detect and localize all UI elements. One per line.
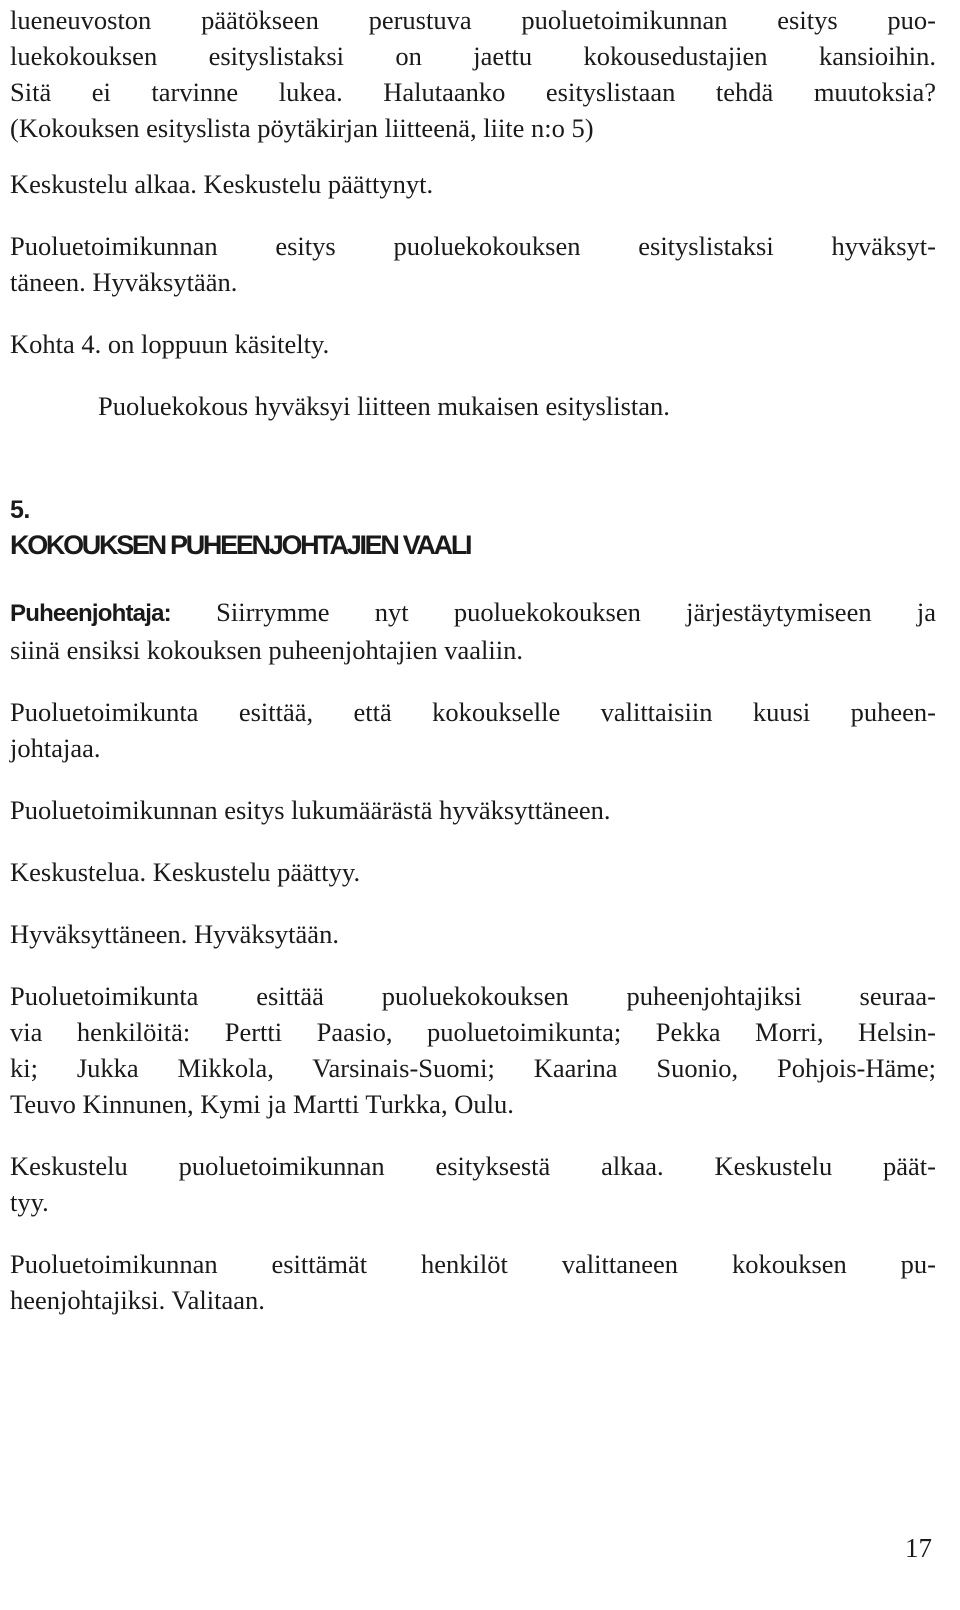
proposal-paragraph xyxy=(10,694,936,766)
text-line: tyy. xyxy=(10,1187,49,1217)
text-line: ki; Jukka Mikkola, Varsinais-Suomi; Kaarina Suonio, Pohjois-Häme; xyxy=(10,1053,936,1083)
text-line: Teuvo Kinnunen, Kymi ja Martti Turkka, Oulu. xyxy=(10,1089,514,1119)
text-line: Puoluetoimikunnan esitys puoluekokouksen esityslistaksi hyväksyt- xyxy=(10,231,936,261)
text-line: (Kokouksen esityslista pöytäkirjan liitteenä, liite n:o 5) xyxy=(10,113,594,143)
intro-paragraph xyxy=(10,2,936,146)
text-line: täneen. Hyväksytään. xyxy=(10,267,238,297)
text-line: Puoluetoimikunnan esitys lukumäärästä hyväksyttäneen. xyxy=(10,795,611,825)
text-line: Keskustelu alkaa. Keskustelu päättynyt. xyxy=(10,169,434,199)
text-line: Puoluekokous hyväksyi liitteen mukaisen esityslistan. xyxy=(98,391,670,421)
proposal-paragraph xyxy=(10,978,936,1122)
text-line: lueneuvoston päätökseen perustuva puoluetoimikunnan esitys puo- xyxy=(10,5,936,35)
speaker-label: Puheenjohtaja: xyxy=(10,600,171,627)
text-line: Puoluetoimikunnan esittämät henkilöt valittaneen kokouksen pu- xyxy=(10,1249,936,1279)
elected-paragraph xyxy=(10,1246,936,1318)
decision-paragraph xyxy=(10,388,936,424)
accepted-count-paragraph xyxy=(10,792,936,828)
chair-statement-paragraph xyxy=(10,594,936,668)
text-line: luekokouksen esityslistaksi on jaettu kokousedustajien kansioihin. xyxy=(10,41,936,71)
discussion-paragraph xyxy=(10,1148,936,1220)
text-line: via henkilöitä: Pertti Paasio, puoluetoimikunta; Pekka Morri, Helsin- xyxy=(10,1017,936,1047)
statement-text: Siirrymme nyt puoluekokouksen järjestäytymiseen ja xyxy=(170,597,936,627)
proposal-paragraph xyxy=(10,228,936,300)
text-line: siinä ensiksi kokouksen puheenjohtajien vaaliin. xyxy=(10,635,523,665)
section-number: 5. xyxy=(10,496,30,524)
text-line: Hyväksyttäneen. Hyväksytään. xyxy=(10,919,339,949)
item-done-paragraph xyxy=(10,326,936,362)
section-title: KOKOUKSEN PUHEENJOHTAJIEN VAALI xyxy=(10,530,471,560)
text-line: Keskustelu puoluetoimikunnan esityksestä alkaa. Keskustelu päät- xyxy=(10,1151,936,1181)
text-line: Kohta 4. on loppuun käsitelty. xyxy=(10,329,330,359)
text-line: heenjohtajiksi. Valitaan. xyxy=(10,1285,265,1315)
discussion-paragraph xyxy=(10,166,936,202)
document-page xyxy=(10,0,936,1318)
discussion-paragraph xyxy=(10,854,936,890)
approved-paragraph xyxy=(10,916,936,952)
text-line: Puoluetoimikunta esittää puoluekokouksen puheenjohtajiksi seuraa- xyxy=(10,981,936,1011)
text-line: Puoluetoimikunta esittää, että kokoukselle valittaisiin kuusi puheen- xyxy=(10,697,936,727)
text-line xyxy=(10,594,936,632)
page-number: 17 xyxy=(905,1533,932,1563)
text-line: johtajaa. xyxy=(10,733,101,763)
text-line: Sitä ei tarvinne lukea. Halutaanko esityslistaan tehdä muutoksia? xyxy=(10,77,936,107)
text-line: Keskustelua. Keskustelu päättyy. xyxy=(10,857,361,887)
